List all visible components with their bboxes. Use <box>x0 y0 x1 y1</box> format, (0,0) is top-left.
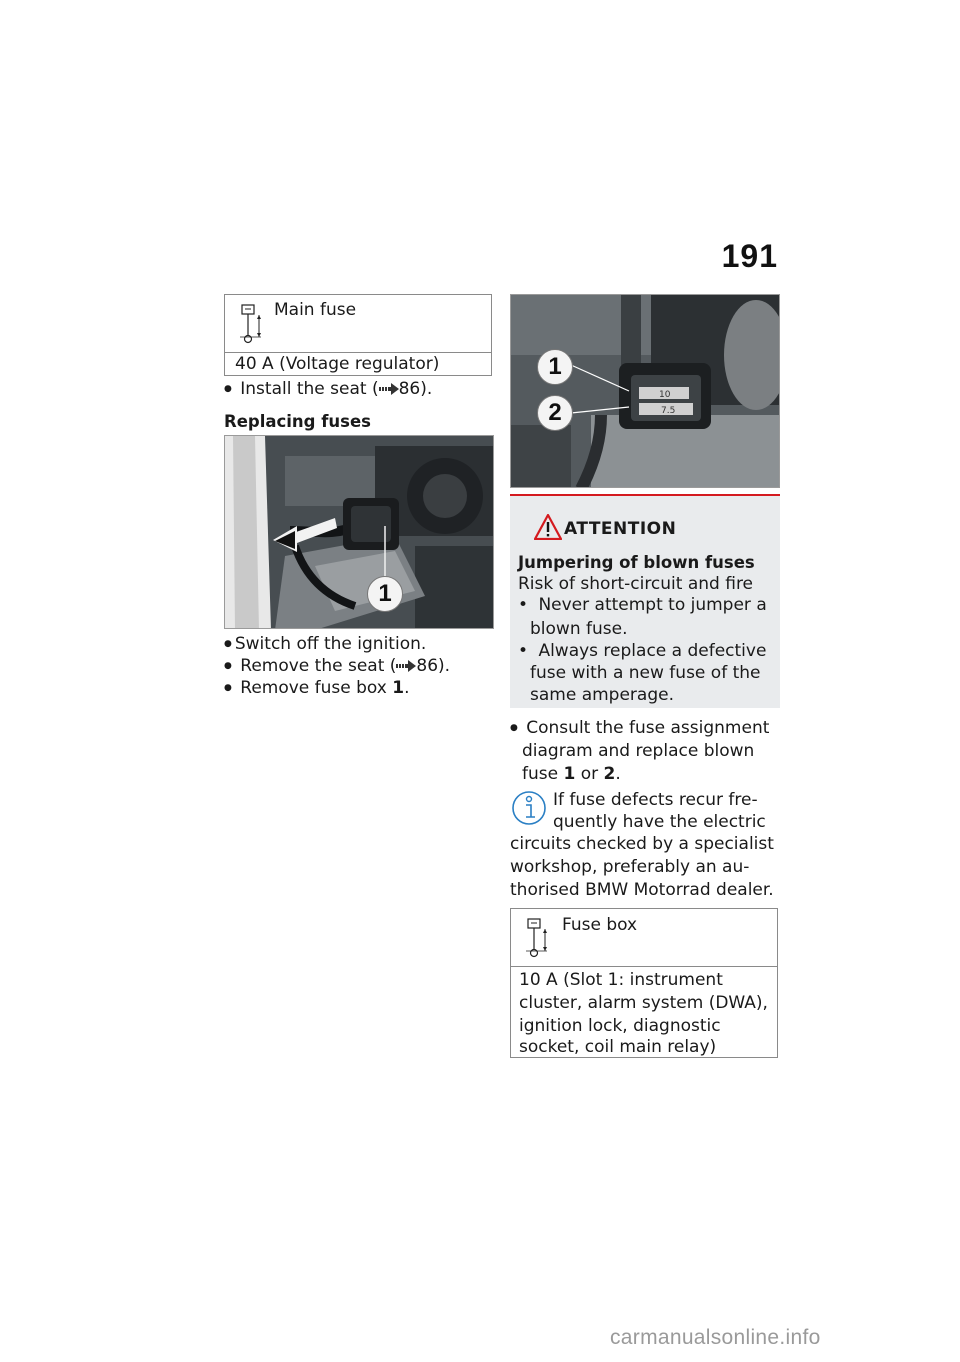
fuse-box-spec-header <box>511 909 777 967</box>
info-icon <box>508 788 548 828</box>
main-fuse-spec-header <box>225 295 491 353</box>
info-line-2: quently have the electric <box>553 812 766 832</box>
remove-fuse-box-number: 1 <box>392 678 405 698</box>
fuse-tightening-icon <box>523 917 549 959</box>
attention-title: ATTENTION <box>564 519 677 539</box>
fuse-box-spec-box <box>510 908 778 1058</box>
right-photo-callout-1: 1 <box>537 349 573 385</box>
install-seat-ref: 86). <box>398 379 433 399</box>
install-seat-step <box>224 378 432 403</box>
info-line-1: If fuse defects recur fre- <box>553 790 758 810</box>
remove-fuse-box-text: Remove fuse box <box>240 678 393 698</box>
footer-watermark[interactable]: carmanualsonline.info <box>610 1326 821 1349</box>
consult-step <box>510 717 769 742</box>
attention-item-1-line2: blown fuse. <box>530 619 628 639</box>
left-photo-callout-1: 1 <box>367 576 403 612</box>
warning-triangle-icon <box>534 514 562 540</box>
consult-fuse-2: 2 <box>603 764 616 784</box>
fuse-box-spec-line-4: socket, coil main relay) <box>519 1037 717 1057</box>
remove-fuse-box-step <box>224 677 410 702</box>
install-seat-text: Install the seat ( <box>240 379 379 399</box>
fuse-box-spec-line-2: cluster, alarm system (DWA), <box>519 993 768 1013</box>
consult-line3-end: . <box>615 764 621 784</box>
attention-item-2-line2: fuse with a new fuse of the <box>530 663 761 683</box>
fuse-label-10: 10 <box>659 390 671 400</box>
consult-line3-a: fuse <box>522 764 564 784</box>
fuse-box-detail-photo <box>510 294 780 488</box>
page-number: 191 <box>721 238 778 274</box>
fuse-tightening-icon <box>237 303 263 345</box>
remove-seat-ref: 86). <box>416 656 451 676</box>
fuse-box-close-up-illustration <box>511 295 780 488</box>
remove-fuse-box-suffix: . <box>404 678 410 698</box>
page-reference-arrow-icon <box>379 383 399 395</box>
info-line-3: circuits checked by a specialist <box>510 834 774 854</box>
consult-line2: diagram and replace blown <box>522 741 755 761</box>
replacing-fuses-heading: Replacing fuses <box>224 412 371 431</box>
attention-item-2-line3: same amperage. <box>530 685 674 705</box>
fuse-box-location-photo <box>224 435 494 629</box>
attention-item-2 <box>518 640 766 662</box>
remove-seat-text: Remove the seat ( <box>240 656 397 676</box>
main-fuse-title: Main fuse <box>274 300 357 320</box>
attention-item-1-line1: Never attempt to jumper a <box>538 595 767 615</box>
fuse-box-spec-line-3: ignition lock, diagnostic <box>519 1016 721 1036</box>
page-reference-arrow-icon <box>396 660 416 672</box>
fuse-label-7-5: 7.5 <box>661 406 676 416</box>
attention-item-2-line1: Always replace a defective <box>538 641 767 661</box>
attention-subtitle: Jumpering of blown fuses <box>518 553 755 572</box>
engine-compartment-illustration <box>225 436 494 629</box>
attention-item-1 <box>518 594 767 616</box>
attention-risk: Risk of short-circuit and fire <box>518 574 754 594</box>
info-line-5: thorised BMW Motorrad dealer. <box>510 880 774 900</box>
fuse-box-spec-title: Fuse box <box>562 915 638 935</box>
consult-fuse-1: 1 <box>563 764 576 784</box>
main-fuse-value: 40 A (Voltage regulator) <box>235 354 440 374</box>
consult-line1: Consult the fuse assignment <box>526 718 770 738</box>
right-photo-callout-2: 2 <box>537 395 573 431</box>
attention-box <box>510 494 780 708</box>
fuse-box-spec-line-1: 10 A (Slot 1: instrument <box>519 970 723 990</box>
info-line-4: workshop, preferably an au- <box>510 857 750 877</box>
main-fuse-spec-box <box>224 294 492 376</box>
consult-line3-mid: or <box>575 764 604 784</box>
switch-off-ignition-text: Switch off the ignition. <box>234 634 427 654</box>
consult-line3 <box>522 763 621 785</box>
